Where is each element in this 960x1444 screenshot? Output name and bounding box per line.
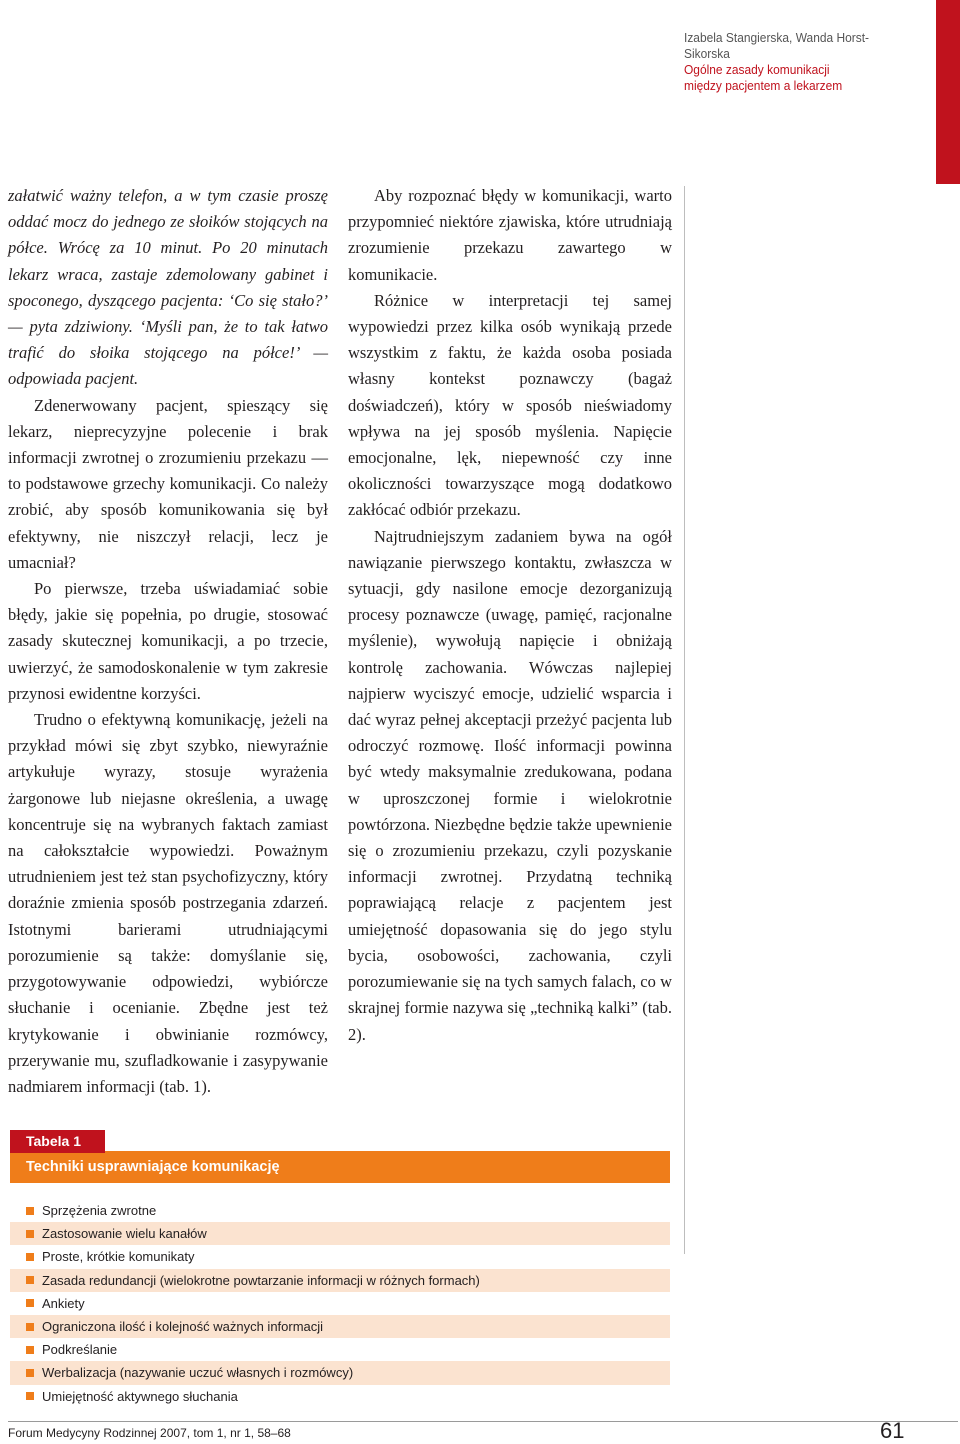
square-bullet-icon xyxy=(26,1346,34,1354)
body-paragraph: Zdenerwowany pacjent, spieszący się lekarz, nieprecyzyjne polecenie i brak informacji zwrotnej o zrozumieniu przekazu — to podstawowe grzechy komunikacji. Co należy zrobić, aby sposób komunikowania się był efektywny, nie niszczył relacji, lecz je umacniał? xyxy=(8,395,328,572)
list-item-label: Ankiety xyxy=(42,1295,85,1311)
list-item-label: Podkreślanie xyxy=(42,1342,118,1358)
list-item xyxy=(10,1269,670,1292)
list-item-label: Werbalizacja (nazywanie uczuć własnych i rozmówcy) xyxy=(42,1365,354,1381)
list-item-label: Ograniczona ilość i kolejność ważnych informacji xyxy=(42,1319,324,1335)
square-bullet-icon xyxy=(26,1323,34,1331)
left-column xyxy=(8,183,328,1100)
list-item-label: Umiejętność aktywnego słuchania xyxy=(42,1388,238,1404)
list-item xyxy=(10,1385,670,1408)
header-title-line-2: między pacjentem a lekarzem xyxy=(684,78,843,93)
body-paragraph: Aby rozpoznać błędy w komunikacji, warto przypomnieć niektóre zjawiska, które utrudniają zrozumienie przekazu zawartego w komunikacie. xyxy=(348,186,672,284)
body-paragraph: Różnice w interpretacji tej samej wypowiedzi przez kilka osób wynikają przede wszystkim z faktu, że każda osoba posiada własny kontekst poznawczy (bagaż doświadczeń), który w sposób nieświadomy wpływa na jej sposób myślenia. Napięcie emocjonalne, lęk, niepewność czy inne okoliczności towarzyszące mogą dodatkowo zakłócać odbiór przekazu. xyxy=(348,290,672,520)
list-item xyxy=(10,1315,670,1338)
running-header xyxy=(684,30,905,94)
table-title: Techniki usprawniające komunikację xyxy=(10,1151,670,1183)
page-number: 61 xyxy=(880,1418,905,1443)
list-item-label: Proste, krótkie komunikaty xyxy=(42,1249,195,1265)
red-corner-bar xyxy=(936,0,960,184)
list-item xyxy=(10,1245,670,1268)
body-paragraph: Trudno o efektywną komunikację, jeżeli na przykład mówi się zbyt szybko, niewyraźnie artykułuje wyrazy, stosuje wyrażenia żargonowe lub niejasne określenia, a uwagę koncentruje się na wybranych faktach zamiast na całokształcie wypowiedzi. Poważnym utrudnieniem jest też stan psychofizyczny, który doraźnie zmienia sposób postrzegania zdarzeń. Istotnymi barierami utrudniającymi porozumienie są także: domyślanie się, przygotowywanie odpowiedzi, wybiórcze słuchanie i ocenianie. Zbędne jest też krytykowanie i obwinianie rozmówcy, przerywanie mu, szufladkowanie i zasypywanie nadmiarem informacji (tab. 1). xyxy=(8,710,328,1096)
square-bullet-icon xyxy=(26,1253,34,1261)
body-paragraph: Najtrudniejszym zadaniem bywa na ogół nawiązanie pierwszego kontaktu, zwłaszcza w sytuacji, gdy nasilone emocje dezorganizują procesy poznawcze (uwagę, pamięć, racjonalne myślenie), wywołują napięcie i obniżają kontrolę zachowania. Wówczas najlepiej najpierw wyciszyć emocje, udzielić wsparcia i dać wyraz pełnej akceptacji przeżyć pacjenta lub odroczyć rozmowę. Ilość informacji powinna być wtedy maksymalnie zredukowana, podana w uproszczonej formie i wielokrotnie powtórzona. Niezbędne będzie także upewnienie się o zrozumieniu przekazu, czyli pozyskanie informacji zwrotnej. Przydatną techniką poprawiającą relacje z pacjentem jest umiejętność dopasowania się do jego stylu bycia, osobowości, zachowania, czyli porozumiewanie się na tych samych falach, co w skrajnej formie nazywa się „techniką kalki” (tab. 2). xyxy=(348,526,672,1044)
header-authors: Izabela Stangierska, Wanda Horst-Sikorska xyxy=(684,30,870,61)
list-item xyxy=(10,1338,670,1361)
list-item-label: Zasada redundancji (wielokrotne powtarzanie informacji w różnych formach) xyxy=(42,1272,480,1288)
square-bullet-icon xyxy=(26,1230,34,1238)
list-item xyxy=(10,1361,670,1384)
list-item xyxy=(10,1292,670,1315)
square-bullet-icon xyxy=(26,1299,34,1307)
square-bullet-icon xyxy=(26,1392,34,1400)
square-bullet-icon xyxy=(26,1369,34,1377)
square-bullet-icon xyxy=(26,1276,34,1284)
body-paragraph: Po pierwsze, trzeba uświadamiać sobie błędy, jakie się popełnia, po drugie, stosować zasady skutecznej komunikacji, a po trzecie, uwierzyć, że samodoskonalenie w tym zakresie przynosi ewidentne korzyści. xyxy=(8,579,328,703)
list-item xyxy=(10,1199,670,1222)
list-item-label: Zastosowanie wielu kanałów xyxy=(42,1226,207,1242)
footer-rule xyxy=(8,1421,958,1422)
header-title-line-1: Ogólne zasady komunikacji xyxy=(684,62,830,77)
table-1 xyxy=(10,1130,670,1408)
list-item xyxy=(10,1222,670,1245)
list-item-label: Sprzężenia zwrotne xyxy=(42,1203,157,1219)
journal-citation: Forum Medycyny Rodzinnej 2007, tom 1, nr 1, 58–68 xyxy=(8,1426,291,1440)
right-column xyxy=(348,183,672,1048)
square-bullet-icon xyxy=(26,1207,34,1215)
anecdote-paragraph: załatwić ważny telefon, a w tym czasie proszę oddać mocz do jednego ze słoików stojących na półce. Wrócę za 10 minut. Po 20 minutach lekarz wraca, zastaje zdemolowany gabinet i spoconego, dyszącego pacjenta: ‘Co się stało?’ — pyta zdziwiony. ‘Myśli pan, że to tak łatwo trafić do słoika stojącego na półce!’ — odpowiada pacjent. xyxy=(8,186,328,389)
column-divider xyxy=(684,186,685,1254)
table-label: Tabela 1 xyxy=(10,1130,105,1153)
table-list xyxy=(10,1199,670,1408)
